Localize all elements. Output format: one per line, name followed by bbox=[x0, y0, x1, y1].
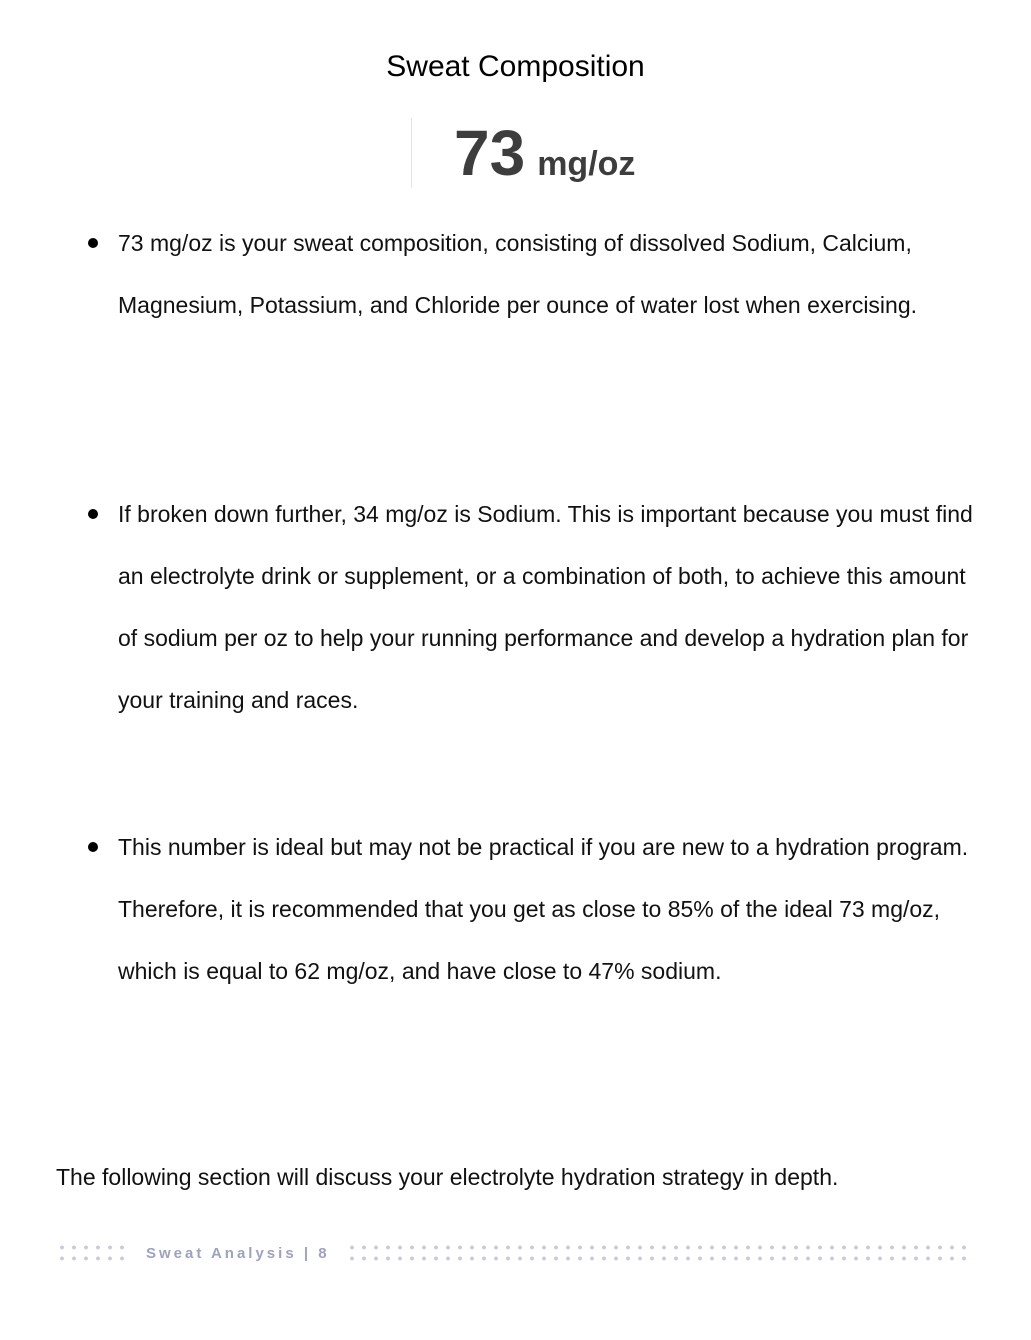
list-item bbox=[118, 212, 988, 336]
list-item bbox=[118, 816, 988, 1002]
list-item bbox=[118, 483, 988, 731]
page-footer bbox=[56, 1238, 966, 1268]
bullet-dot-icon bbox=[88, 238, 98, 248]
sweat-composition-metric bbox=[411, 118, 635, 188]
list-item-text: If broken down further, 34 mg/oz is Sodium. This is important because you must find an electrolyte drink or supplement, or a combination of both, to achieve this amount of sodium per oz to help your running performance and develop a hydration plan for your training and races. bbox=[118, 501, 973, 713]
list-item-text: This number is ideal but may not be practical if you are new to a hydration program. Therefore, it is recommended that you get as close to 85% of the ideal 73 mg/oz, which is equal to 62 mg/oz, and have close to 47% sodium. bbox=[118, 834, 969, 984]
metric-value: 73 bbox=[454, 117, 526, 189]
page-title: Sweat Composition bbox=[386, 50, 645, 83]
metric-unit: mg/oz bbox=[537, 145, 636, 183]
bullet-dot-icon bbox=[88, 842, 98, 852]
list-item-text: 73 mg/oz is your sweat composition, consisting of dissolved Sodium, Calcium, Magnesium, Potassium, and Chloride per ounce of water lost when exercising. bbox=[118, 230, 918, 318]
footer-dots-left bbox=[56, 1242, 130, 1264]
closing-paragraph: The following section will discuss your electrolyte hydration strategy in depth. bbox=[56, 1164, 839, 1190]
bullet-dot-icon bbox=[88, 509, 98, 519]
footer-page-label: Sweat Analysis | 8 bbox=[146, 1244, 330, 1262]
footer-dots-right bbox=[346, 1242, 966, 1264]
